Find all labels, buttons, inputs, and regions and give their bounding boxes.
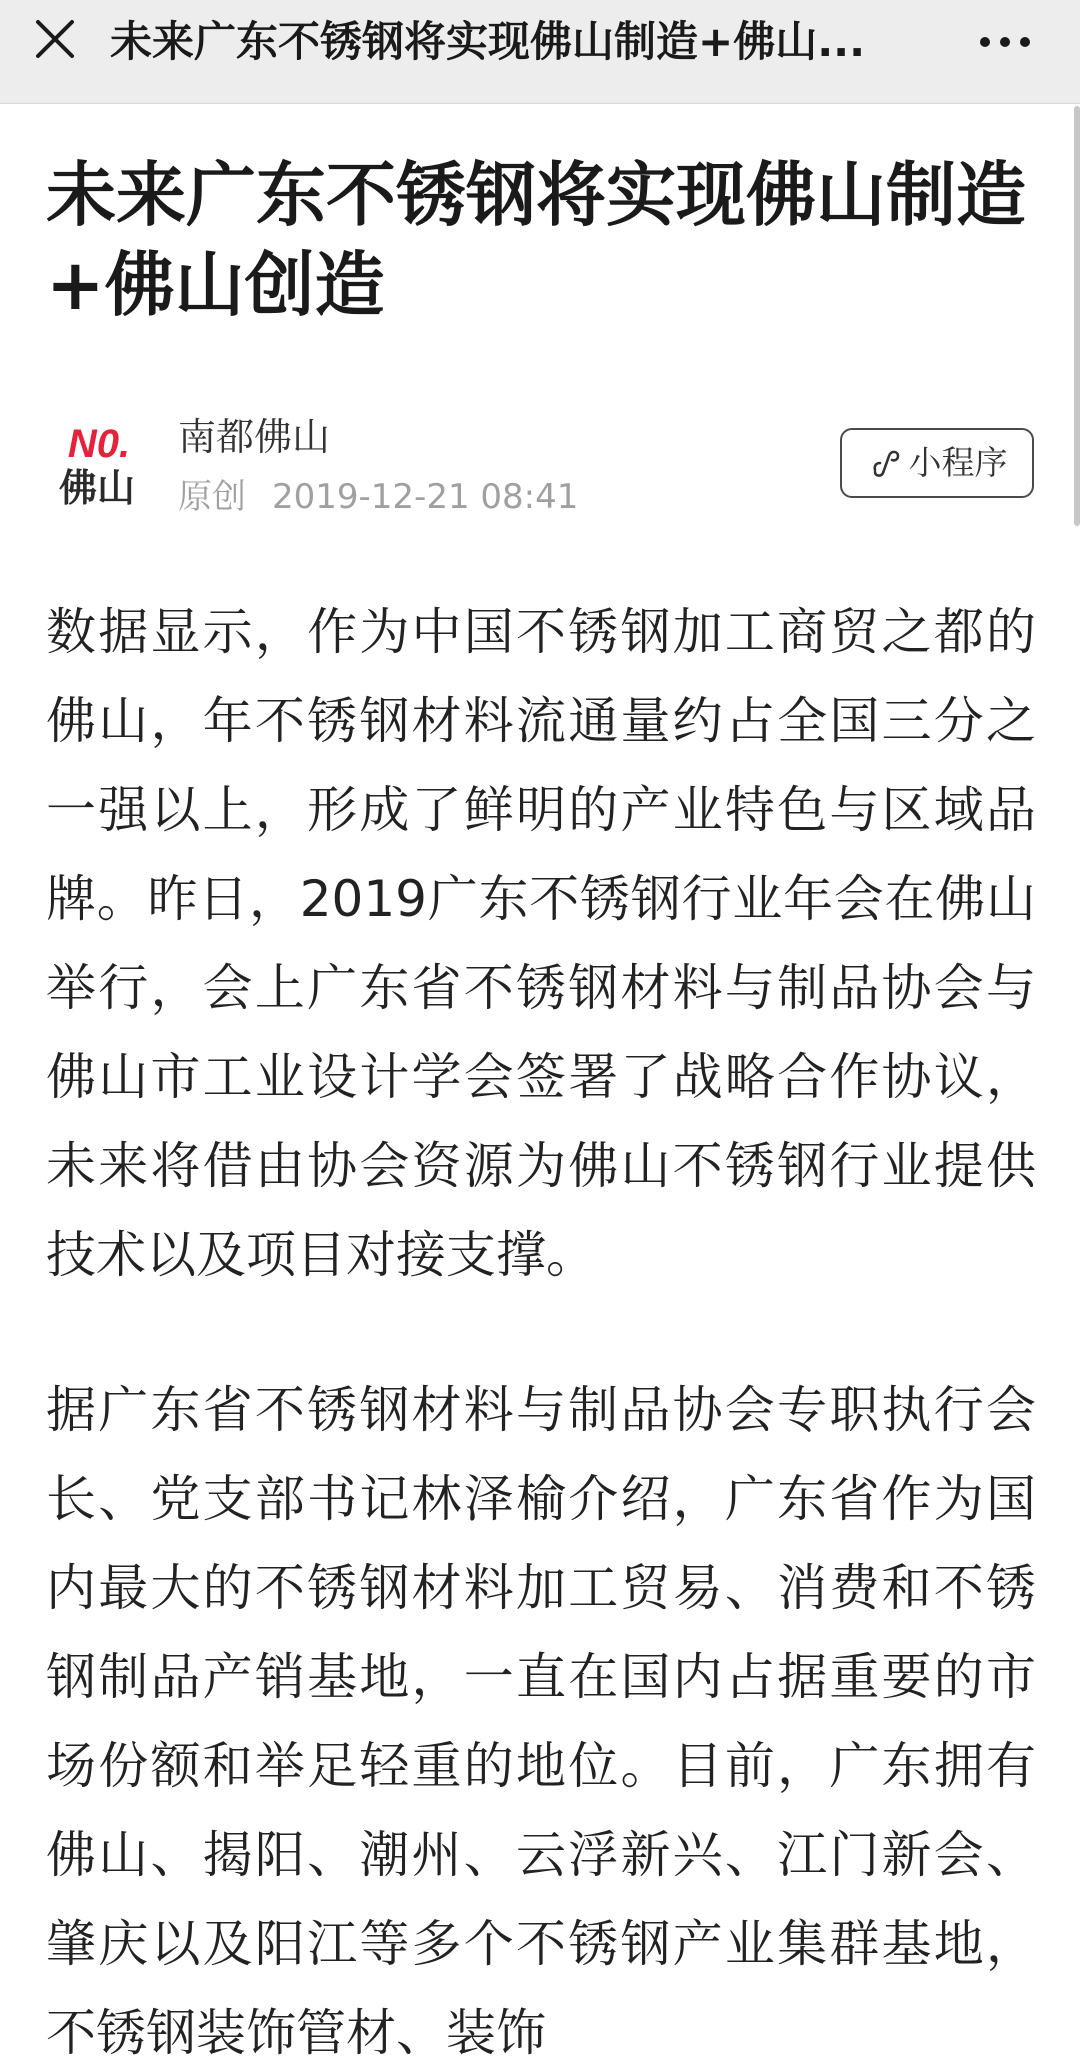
article-title: 未来广东不锈钢将实现佛山制造+佛山创造 <box>46 154 1026 326</box>
miniprogram-label: 小程序 <box>908 443 1008 482</box>
close-button[interactable] <box>30 14 80 64</box>
article-paragraph: 数据显示，作为中国不锈钢加工商贸之都的佛山，年不锈钢材料流通量约占全国三分之一强以上，形成了鲜明的产业特色与区域品牌。昨日，2019广东不锈钢行业年会在佛山举行，会上广东省不锈钢材料与制品协会与佛山市工业设计学会签署了战略合作协议，未来将借由协会资源为佛山不锈钢行业提供技术以及项目对接支撑。 <box>46 603 1036 1284</box>
scrollbar-thumb[interactable] <box>1074 106 1080 526</box>
top-navigation-bar <box>0 0 1080 104</box>
article-paragraph: 据广东省不锈钢材料与制品协会专职执行会长、党支部书记林泽榆介绍，广东省作为国内最大的不锈钢材料加工贸易、消费和不锈钢制品产销基地，一直在国内占据重要的市场份额和举足轻重的地位。目前，广东拥有佛山、揭阳、潮州、云浮新兴、江门新会、肇庆以及阳江等多个不锈钢产业集群基地，不锈钢装饰管材、装饰 <box>46 1381 1036 2062</box>
logo-text-foshan: 佛山 <box>58 466 136 510</box>
miniprogram-button[interactable] <box>840 428 1034 498</box>
more-horizontal-icon <box>975 24 1035 60</box>
page-title: 未来广东不锈钢将实现佛山制造+佛山... <box>110 17 866 66</box>
article-meta <box>178 472 578 522</box>
account-logo[interactable] <box>52 415 147 510</box>
account-name-link[interactable]: 南都佛山 <box>178 415 331 459</box>
more-options-button[interactable] <box>975 24 1035 60</box>
logo-text-no: N0. <box>67 422 131 466</box>
close-icon <box>30 14 80 64</box>
original-label: 原创 <box>178 477 246 517</box>
publish-date: 2019-12-21 08:41 <box>272 477 579 517</box>
miniprogram-icon <box>867 444 905 482</box>
nandu-foshan-logo <box>52 415 147 510</box>
